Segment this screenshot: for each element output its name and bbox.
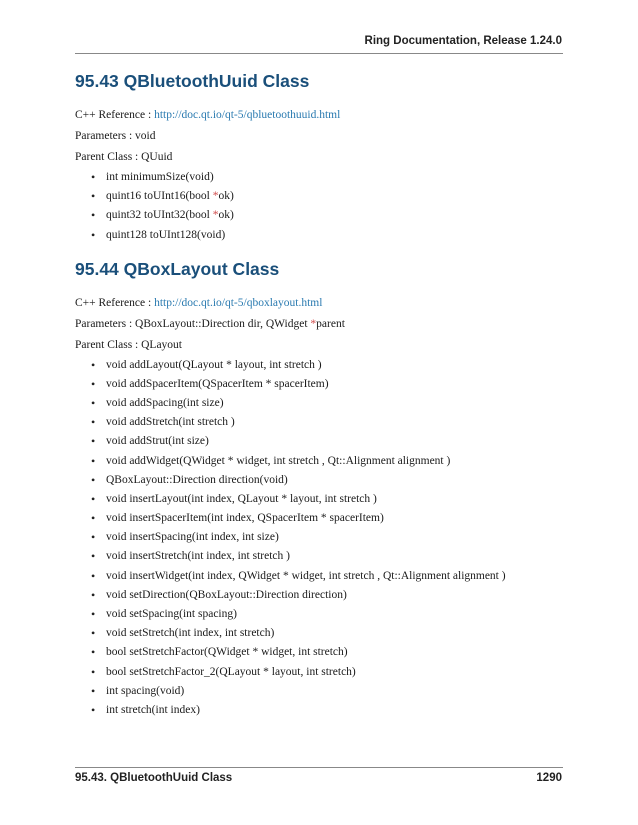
- method-item: [91, 607, 563, 621]
- parent-class-label: Parent Class :: [75, 338, 142, 351]
- method-item: [91, 208, 563, 222]
- section-heading: 95.44 QBoxLayout Class: [75, 258, 280, 279]
- method-item: [91, 473, 563, 487]
- method-text: void addWidget(QWidget * widget, int stretch , Qt::Alignment alignment ): [106, 454, 451, 467]
- parent-class-line: [75, 150, 563, 164]
- method-item: [91, 511, 563, 525]
- method-item: [91, 170, 563, 184]
- parameters-value: void: [135, 130, 156, 142]
- running-header: Ring Documentation, Release 1.24.0: [364, 35, 562, 47]
- footer-section-title: 95.43. QBluetoothUuid Class: [75, 772, 233, 784]
- cpp-reference-link[interactable]: http://doc.qt.io/qt-5/qboxlayout.html: [154, 296, 323, 309]
- parent-class-value: QUuid: [141, 151, 173, 163]
- header-divider: [75, 53, 563, 54]
- method-text: quint128 toUInt128(void): [106, 228, 226, 241]
- method-text: quint16 toUInt16(bool: [106, 190, 213, 203]
- method-text: int minimumSize(void): [106, 171, 214, 183]
- method-item: [91, 665, 563, 679]
- parent-class-label: Parent Class :: [75, 151, 142, 163]
- parent-class-line: [75, 338, 563, 352]
- cpp-reference-label: C++ Reference :: [75, 296, 155, 309]
- method-text: void insertStretch(int index, int stretch ): [106, 550, 290, 563]
- method-text: quint32 toUInt32(bool: [106, 209, 213, 222]
- page-number: 1290: [536, 772, 562, 784]
- parameters-label: Parameters :: [75, 130, 136, 142]
- method-text: void insertSpacerItem(int index, QSpacerItem * spacerItem): [106, 512, 384, 525]
- method-text: bool setStretchFactor(QWidget * widget, int stretch): [106, 646, 348, 659]
- method-item: [91, 396, 563, 410]
- pointer-star: *: [212, 209, 219, 222]
- method-item: [91, 415, 563, 429]
- method-item: [91, 645, 563, 659]
- method-item: [91, 530, 563, 544]
- method-text: void insertLayout(int index, QLayout * layout, int stretch ): [106, 492, 377, 505]
- method-item: [91, 492, 563, 506]
- pointer-star: *: [310, 317, 317, 330]
- method-item: [91, 189, 563, 203]
- method-item: [91, 228, 563, 242]
- method-item: [91, 626, 563, 640]
- cpp-reference-line: [75, 108, 563, 122]
- footer-divider: [75, 767, 563, 768]
- method-item: [91, 569, 563, 583]
- method-text: void addSpacing(int size): [106, 396, 224, 409]
- method-text: void addSpacerItem(QSpacerItem * spacerItem): [106, 377, 329, 390]
- method-text: bool setStretchFactor_2(QLayout * layout, int stretch): [106, 665, 356, 678]
- cpp-reference-label: C++ Reference :: [75, 109, 155, 121]
- method-item: [91, 588, 563, 602]
- section-heading: 95.43 QBluetoothUuid Class: [75, 71, 310, 91]
- method-text-tail: ok): [218, 190, 234, 203]
- parameters-line: [75, 129, 563, 143]
- method-text: QBoxLayout::Direction direction(void): [106, 473, 288, 486]
- method-text: void addStretch(int stretch ): [106, 416, 235, 429]
- method-item: [91, 549, 563, 563]
- section-qboxlayout: [75, 258, 563, 717]
- parameters-line: [75, 317, 563, 331]
- method-item: [91, 684, 563, 698]
- method-text: void insertWidget(int index, QWidget * widget, int stretch , Qt::Alignment alignment ): [106, 569, 506, 582]
- cpp-reference-link[interactable]: http://doc.qt.io/qt-5/qbluetoothuuid.html: [154, 109, 341, 121]
- method-text: void addStrut(int size): [106, 435, 209, 448]
- parent-class-value: QLayout: [141, 338, 183, 351]
- parameters-label: Parameters :: [75, 317, 136, 330]
- method-text: void setSpacing(int spacing): [106, 608, 237, 620]
- parameters-value: QBoxLayout::Direction dir, QWidget: [135, 317, 311, 330]
- method-text: void addLayout(QLayout * layout, int stretch ): [106, 358, 322, 371]
- pointer-star: *: [212, 190, 219, 203]
- method-list: [75, 358, 563, 717]
- method-item: [91, 454, 563, 468]
- method-item: [91, 703, 563, 717]
- method-text: void setDirection(QBoxLayout::Direction direction): [106, 588, 347, 601]
- method-item: [91, 377, 563, 391]
- page-content: [75, 70, 563, 722]
- method-item: [91, 358, 563, 372]
- cpp-reference-line: [75, 296, 563, 310]
- section-qbluetoothuuid: [75, 70, 563, 242]
- method-text: int stretch(int index): [106, 703, 200, 716]
- method-list: [75, 170, 563, 242]
- method-text: int spacing(void): [106, 684, 185, 697]
- method-item: [91, 434, 563, 448]
- method-text: void insertSpacing(int index, int size): [106, 531, 279, 544]
- method-text: void setStretch(int index, int stretch): [106, 627, 275, 640]
- method-text-tail: ok): [218, 209, 234, 222]
- parameters-value-tail: parent: [316, 317, 345, 330]
